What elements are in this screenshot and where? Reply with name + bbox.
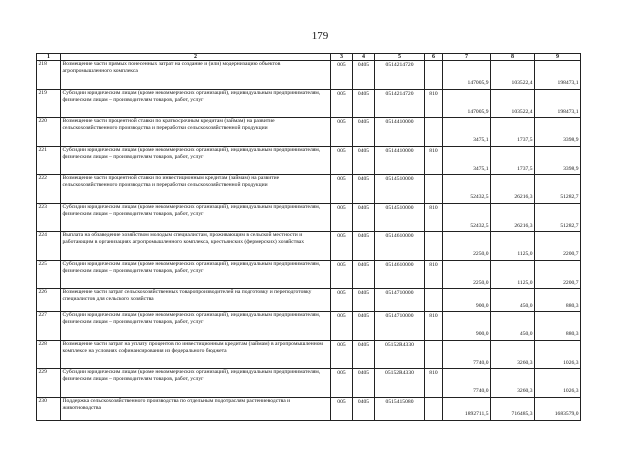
row-code-section: 0405 — [353, 146, 375, 175]
row-amount-col9: 51282,7 — [535, 203, 581, 232]
row-code-section: 0405 — [353, 340, 375, 369]
row-number: 222 — [37, 175, 61, 204]
row-code-ministry: 005 — [331, 89, 353, 118]
row-amount-col9: 880,3 — [535, 289, 581, 312]
row-description: Субсидии юридическим лицам (кроме некоммерческих организаций), индивидуальным предпринимателям, физическим лицам – производителям товаров, работ, услуг — [61, 369, 331, 398]
row-code-ministry: 005 — [331, 289, 353, 312]
row-amount-col7: 1892711,5 — [443, 397, 491, 420]
row-description: Субсидии юридическим лицам (кроме некоммерческих организаций), индивидуальным предпринимателям, физическим лицам – производителям товаров, работ, услуг — [61, 89, 331, 118]
row-code-ministry: 005 — [331, 203, 353, 232]
table-row — [37, 232, 581, 261]
row-number: 219 — [37, 89, 61, 118]
row-number: 227 — [37, 312, 61, 341]
row-code-expense-type — [425, 175, 443, 204]
row-description: Возмещение части процентной ставки по инвестиционным кредитам (займам) на развитие сельскохозяйственного производства и переработки сельскохозяйственной продукции — [61, 175, 331, 204]
row-amount-col8: 1737,5 — [491, 118, 535, 147]
row-code-ministry: 005 — [331, 61, 353, 90]
table-row — [37, 289, 581, 312]
table-header-row — [37, 54, 581, 61]
row-code-expense-type: 810 — [425, 146, 443, 175]
budget-table — [36, 53, 581, 421]
header-cell: 5 — [375, 54, 425, 61]
row-code-section: 0405 — [353, 175, 375, 204]
row-code-ministry: 005 — [331, 369, 353, 398]
row-code-expense-type: 810 — [425, 369, 443, 398]
row-amount-col7: 3475,1 — [443, 146, 491, 175]
row-amount-col8: 3260,3 — [491, 340, 535, 369]
row-amount-col8: 26216,3 — [491, 175, 535, 204]
row-code-ministry: 005 — [331, 175, 353, 204]
row-amount-col9: 880,3 — [535, 312, 581, 341]
row-amount-col9: 1026,3 — [535, 369, 581, 398]
table-row — [37, 146, 581, 175]
row-code-expense-type — [425, 232, 443, 261]
header-cell: 7 — [443, 54, 491, 61]
row-amount-col9: 51282,7 — [535, 175, 581, 204]
table-row — [37, 175, 581, 204]
row-code-ministry: 005 — [331, 260, 353, 289]
row-code-ministry: 005 — [331, 146, 353, 175]
row-code-target: 0514710000 — [375, 312, 425, 341]
row-code-section: 0405 — [353, 118, 375, 147]
row-code-expense-type — [425, 397, 443, 420]
row-amount-col7: 52432,5 — [443, 203, 491, 232]
row-amount-col8: 103522,4 — [491, 61, 535, 90]
row-description: Поддержка сельскохозяйственного производства по отдельным подотраслям растениеводства и животноводства — [61, 397, 331, 420]
row-number: 226 — [37, 289, 61, 312]
row-description: Субсидии юридическим лицам (кроме некоммерческих организаций), индивидуальным предпринимателям, физическим лицам – производителям товаров, работ, услуг — [61, 203, 331, 232]
row-code-ministry: 005 — [331, 340, 353, 369]
row-amount-col7: 52432,5 — [443, 175, 491, 204]
row-code-section: 0405 — [353, 89, 375, 118]
row-number: 221 — [37, 146, 61, 175]
row-code-target: 0514610000 — [375, 232, 425, 261]
row-number: 223 — [37, 203, 61, 232]
row-amount-col8: 450,0 — [491, 289, 535, 312]
row-code-ministry: 005 — [331, 312, 353, 341]
row-amount-col7: 900,0 — [443, 289, 491, 312]
row-code-target: 0514510000 — [375, 175, 425, 204]
table-row — [37, 118, 581, 147]
row-code-expense-type: 810 — [425, 312, 443, 341]
row-code-section: 0405 — [353, 232, 375, 261]
row-amount-col7: 3475,1 — [443, 118, 491, 147]
row-description: Субсидии юридическим лицам (кроме некоммерческих организаций), индивидуальным предпринимателям, физическим лицам – производителям товаров, работ, услуг — [61, 146, 331, 175]
row-code-section: 0405 — [353, 61, 375, 90]
row-amount-col8: 1737,5 — [491, 146, 535, 175]
row-description: Возмещение части затрат сельскохозяйственных товаропроизводителей на подготовку и переподготовку специалистов для сельского хозяйства — [61, 289, 331, 312]
row-number: 230 — [37, 397, 61, 420]
row-number: 218 — [37, 61, 61, 90]
table-row — [37, 89, 581, 118]
row-amount-col7: 900,0 — [443, 312, 491, 341]
row-code-target: 0514510000 — [375, 203, 425, 232]
row-code-section: 0405 — [353, 312, 375, 341]
row-code-section: 0405 — [353, 203, 375, 232]
row-code-target: 0514214720 — [375, 61, 425, 90]
row-amount-col8: 450,0 — [491, 312, 535, 341]
row-amount-col9: 1683579,0 — [535, 397, 581, 420]
row-amount-col8: 1125,0 — [491, 232, 535, 261]
row-description: Возмещение части прямых понесенных затрат на создание и (или) модернизацию объектов агропромышленного комплекса — [61, 61, 331, 90]
row-amount-col7: 7740,0 — [443, 340, 491, 369]
row-amount-col8: 26216,3 — [491, 203, 535, 232]
header-cell: 3 — [331, 54, 353, 61]
row-description: Возмещение части затрат на уплату процентов по инвестиционным кредитам (займам) в агропромышленном комплексе на условиях софинансирования из федерального бюджета — [61, 340, 331, 369]
header-cell: 6 — [425, 54, 443, 61]
row-number: 225 — [37, 260, 61, 289]
header-cell: 1 — [37, 54, 61, 61]
header-cell: 8 — [491, 54, 535, 61]
row-code-expense-type — [425, 61, 443, 90]
row-description: Возмещение части процентной ставки по краткосрочным кредитам (займам) на развитие сельскохозяйственного производства и переработки сельскохозяйственной продукции — [61, 118, 331, 147]
row-amount-col9: 3398,9 — [535, 146, 581, 175]
header-cell: 9 — [535, 54, 581, 61]
row-amount-col9: 198473,1 — [535, 89, 581, 118]
row-code-expense-type — [425, 289, 443, 312]
row-code-ministry: 005 — [331, 118, 353, 147]
row-amount-col8: 3260,3 — [491, 369, 535, 398]
row-amount-col8: 103522,4 — [491, 89, 535, 118]
header-cell: 4 — [353, 54, 375, 61]
row-description: Выплата на обзаведение хозяйством молодым специалистам, проживающим в сельской местности и работающим в организациях агропромышленного комплекса, крестьянских (фермерских) хозяйствах — [61, 232, 331, 261]
row-code-ministry: 005 — [331, 232, 353, 261]
row-code-section: 0405 — [353, 289, 375, 312]
row-amount-col7: 147005,9 — [443, 61, 491, 90]
row-code-section: 0405 — [353, 369, 375, 398]
row-number: 224 — [37, 232, 61, 261]
table-row — [37, 203, 581, 232]
row-description: Субсидии юридическим лицам (кроме некоммерческих организаций), индивидуальным предпринимателям, физическим лицам – производителям товаров, работ, услуг — [61, 312, 331, 341]
row-code-target: 05152R4330 — [375, 340, 425, 369]
row-code-section: 0405 — [353, 397, 375, 420]
table-row — [37, 61, 581, 90]
table-row — [37, 312, 581, 341]
row-code-target: 0514410000 — [375, 146, 425, 175]
row-code-expense-type — [425, 340, 443, 369]
row-code-target: 05152R4330 — [375, 369, 425, 398]
row-code-expense-type: 810 — [425, 260, 443, 289]
row-code-target: 0514610000 — [375, 260, 425, 289]
row-amount-col7: 147005,9 — [443, 89, 491, 118]
row-number: 228 — [37, 340, 61, 369]
row-amount-col7: 2250,0 — [443, 232, 491, 261]
row-amount-col8: 716485,3 — [491, 397, 535, 420]
row-description: Субсидии юридическим лицам (кроме некоммерческих организаций), индивидуальным предпринимателям, физическим лицам – производителям товаров, работ, услуг — [61, 260, 331, 289]
row-code-target: 0514214720 — [375, 89, 425, 118]
row-code-ministry: 005 — [331, 397, 353, 420]
page-number: 179 — [311, 30, 329, 42]
row-code-target: 0514410000 — [375, 118, 425, 147]
table-row — [37, 260, 581, 289]
row-amount-col7: 7740,0 — [443, 369, 491, 398]
row-amount-col9: 2200,7 — [535, 260, 581, 289]
row-amount-col9: 1026,3 — [535, 340, 581, 369]
row-amount-col9: 198473,1 — [535, 61, 581, 90]
row-code-target: 0515415080 — [375, 397, 425, 420]
table-body — [37, 61, 581, 421]
header-cell: 2 — [61, 54, 331, 61]
row-code-expense-type: 810 — [425, 203, 443, 232]
row-number: 220 — [37, 118, 61, 147]
row-amount-col7: 2250,0 — [443, 260, 491, 289]
row-number: 229 — [37, 369, 61, 398]
table-row — [37, 397, 581, 420]
row-amount-col9: 3398,9 — [535, 118, 581, 147]
row-code-target: 0514710000 — [375, 289, 425, 312]
row-amount-col9: 2200,7 — [535, 232, 581, 261]
table-row — [37, 369, 581, 398]
row-code-section: 0405 — [353, 260, 375, 289]
table-row — [37, 340, 581, 369]
row-amount-col8: 1125,0 — [491, 260, 535, 289]
row-code-expense-type — [425, 118, 443, 147]
row-code-expense-type: 810 — [425, 89, 443, 118]
